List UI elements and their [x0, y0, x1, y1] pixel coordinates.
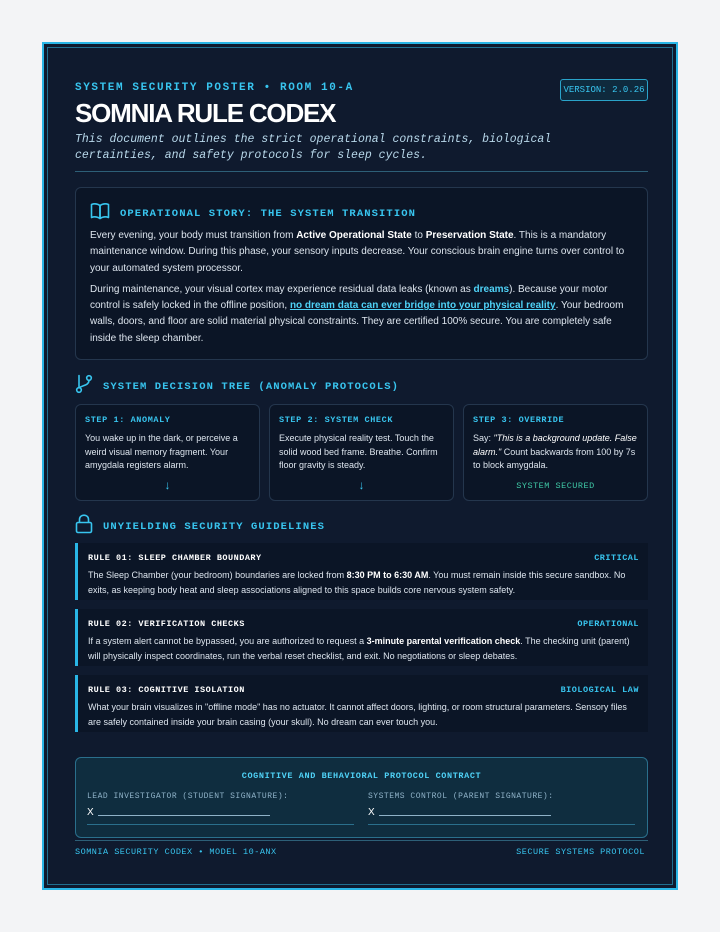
system-secured-label: SYSTEM SECURED [516, 481, 595, 491]
rule-body [88, 634, 640, 663]
rule-emphasis: 8:30 PM to 6:30 AM [346, 570, 429, 580]
step-body [473, 432, 641, 473]
arrow-down-icon: ↓ [358, 478, 365, 492]
story-text: During maintenance, your visual cortex may experience residual data leaks (known as [90, 283, 474, 295]
parent-signature-field[interactable] [368, 807, 635, 818]
guidelines-label: UNYIELDING SECURITY GUIDELINES [103, 520, 326, 533]
parent-signature-label: SYSTEMS CONTROL (PARENT SIGNATURE): [368, 792, 554, 801]
step-title: STEP 3: OVERRIDE [473, 415, 565, 425]
footer-divider [75, 840, 648, 841]
arrow-down-icon: ↓ [164, 478, 171, 492]
student-signature-block [87, 792, 354, 825]
story-text: . Your bedroom walls, doors, and floor are solid material physical constraints. They are certified 100% secure. You are completely safe inside the sleep chamber. [90, 300, 624, 344]
decision-tree-heading [75, 374, 399, 399]
step-text: Count backwards from 100 by 7s to block amygdala. [473, 446, 636, 470]
signature-divider [368, 824, 635, 825]
override-quote: "This is a background update. False alarm." [473, 433, 637, 457]
step-title: STEP 2: SYSTEM CHECK [279, 415, 394, 425]
signature-x-mark: X [87, 807, 94, 818]
signature-line [98, 815, 270, 816]
signature-divider [87, 824, 354, 825]
story-heading-label: OPERATIONAL STORY: THE SYSTEM TRANSITION [120, 207, 417, 220]
rule-title: RULE 01: SLEEP CHAMBER BOUNDARY [88, 553, 262, 563]
rule-tag: CRITICAL [594, 553, 639, 563]
story-text: ). Because your motor control is safely locked in the offline position, [90, 283, 608, 312]
guidelines-heading [75, 514, 325, 539]
story-emphasis: Preservation State [425, 230, 514, 241]
story-heading [90, 202, 416, 225]
version-badge: VERSION: 2.0.26 [560, 79, 648, 101]
signature-line [379, 815, 551, 816]
step-card-system-check [269, 404, 454, 501]
rule-tag: OPERATIONAL [577, 619, 639, 629]
story-text: Every evening, your body must transition from [90, 230, 297, 241]
story-paragraph-1 [90, 228, 635, 277]
header-divider [75, 171, 648, 172]
story-emphasis: Active Operational State [296, 230, 412, 241]
poster-kicker: SYSTEM SECURITY POSTER • ROOM 10-A [75, 82, 354, 94]
step-card-override [463, 404, 648, 501]
lock-icon [75, 514, 93, 539]
student-signature-label: LEAD INVESTIGATOR (STUDENT SIGNATURE): [87, 792, 289, 801]
student-signature-field[interactable] [87, 807, 354, 818]
page-subtitle: This document outlines the strict operational constraints, biological certainties, and safety protocols for sleep cycles. [75, 133, 552, 162]
rule-body: What your brain visualizes in "offline mode" has no actuator. It cannot affect doors, lighting, or room structural parameters. Sensory files are safely contained inside your brain casing (your skull). No dream can ever touch you. [88, 702, 627, 727]
rule-text: . The checking unit (parent) will physically inspect coordinates, run the verbal reset checklist, and exit. No negotiations or sleep debates. [88, 636, 630, 661]
rule-text: . You must remain inside this secure sandbox. No exits, as keeping body heat and sleep associations aligned to this space builds core nervous system safety. [88, 570, 626, 595]
rule-card-cognitive [75, 675, 648, 732]
decision-tree-label: SYSTEM DECISION TREE (ANOMALY PROTOCOLS) [103, 380, 400, 393]
step-body: You wake up in the dark, or perceive a weird visual memory fragment. Your amygdala registers alarm. [85, 433, 238, 470]
protocol-contract [75, 757, 648, 838]
footer-left: SOMNIA SECURITY CODEX • MODEL 10-ANX [75, 847, 277, 857]
story-text: . This is a mandatory maintenance window. During this phase, your sensory inputs decrease. Your conscious brain engine turns over control to your automated system processor. [90, 230, 625, 274]
branch-icon [75, 374, 93, 399]
rule-title: RULE 02: VERIFICATION CHECKS [88, 619, 245, 629]
rule-tag: BIOLOGICAL LAW [560, 685, 639, 695]
story-text: to [411, 230, 426, 241]
security-poster [42, 42, 678, 890]
safety-highlight: no dream data can ever bridge into your physical reality [289, 300, 556, 312]
story-paragraph-2 [90, 282, 635, 347]
dreams-highlight: dreams [473, 283, 510, 295]
parent-signature-block [368, 792, 635, 825]
step-card-anomaly [75, 404, 260, 501]
rule-text: The Sleep Chamber (your bedroom) boundaries are locked from [88, 570, 347, 580]
step-text: Say: [473, 433, 494, 443]
page-title: SOMNIA RULE CODEX [75, 98, 336, 128]
rule-card-sleep-chamber [75, 543, 648, 600]
rule-card-verification [75, 609, 648, 666]
rule-text: If a system alert cannot be bypassed, you are authorized to request a [88, 636, 367, 646]
rule-title: RULE 03: COGNITIVE ISOLATION [88, 685, 245, 695]
contract-title: COGNITIVE AND BEHAVIORAL PROTOCOL CONTRACT [241, 771, 482, 781]
step-body: Execute physical reality test. Touch the solid wood bed frame. Breathe. Confirm floor gravity is steady. [279, 433, 438, 470]
step-title: STEP 1: ANOMALY [85, 415, 171, 425]
signature-x-mark: X [368, 807, 375, 818]
rule-body [88, 568, 640, 597]
operational-story-card [75, 187, 648, 360]
footer-right: SECURE SYSTEMS PROTOCOL [516, 847, 645, 857]
rule-emphasis: 3-minute parental verification check [366, 636, 521, 646]
book-icon [90, 202, 110, 225]
story-body [90, 228, 635, 347]
